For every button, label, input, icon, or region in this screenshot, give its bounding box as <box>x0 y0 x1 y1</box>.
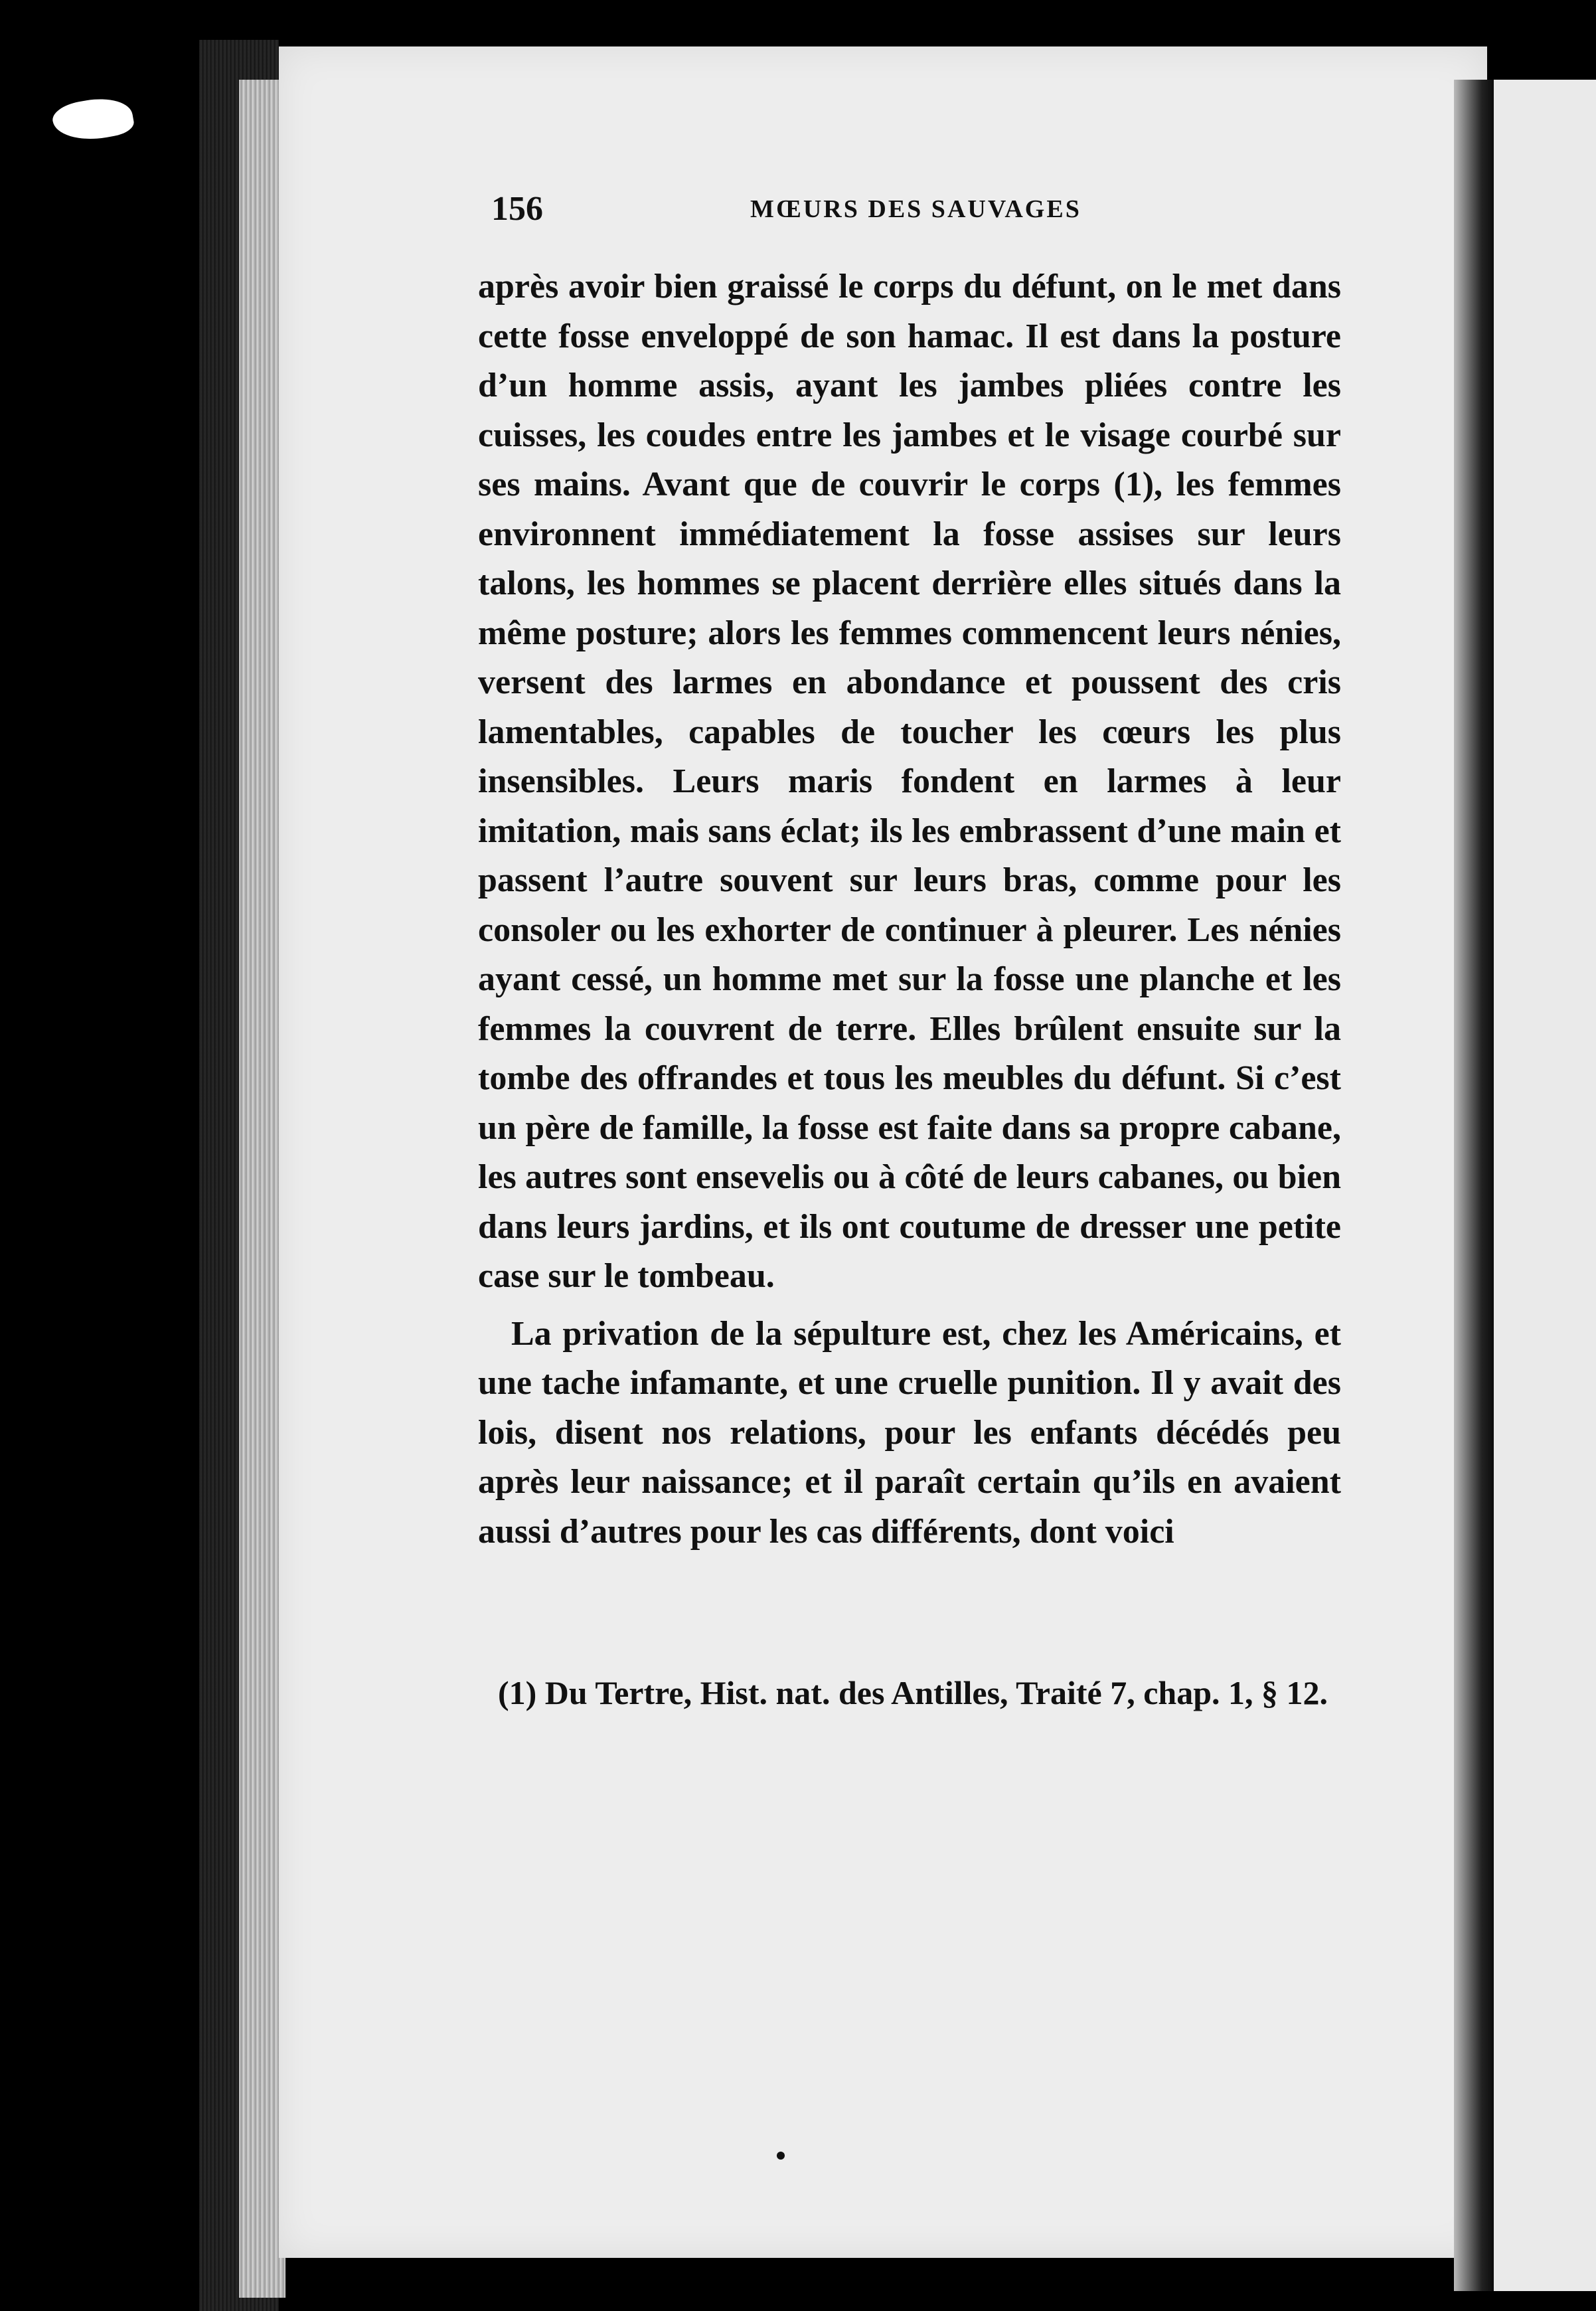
paragraph-2: La privation de la sépulture est, chez les Américains, et une tache infamante, et une cruelle punition. Il y avait des lois, disent nos relations, pour les enfants décédés peu après leur naissance; et il paraît certain qu’ils en avaient aussi d’autres pour les cas différents, dont voici <box>478 1314 1341 1551</box>
body-text <box>478 262 1341 1557</box>
page-header <box>491 189 1354 249</box>
paragraph-1: après avoir bien graissé le corps du défunt, on le met dans cette fosse enveloppé de son hamac. Il est dans la posture d’un homme assis, ayant les jambes pliées contre les cuisses, les coudes entre les jambes et le visage courbé sur ses mains. Avant que de couvrir le corps (1), les femmes environnent immédiatement la fosse assises sur leurs talons, les hommes se placent derrière elles situés dans la même posture; alors les femmes commencent leurs nénies, versent des larmes en abondance et poussent des cris lamentables, capables de toucher les cœurs les plus insensibles. Leurs maris fondent en larmes à leur imitation, mais sans éclat; ils les embrassent d’une main et passent l’autre souvent sur leurs bras, comme pour les consoler ou les exhorter de continuer à pleurer. Les nénies ayant cessé, un homme met sur la fosse une planche et les femmes la couvrent de terre. Elles brûlent ensuite sur la tombe des offrandes et tous les meubles du défunt. Si c’est un père de famille, la fosse est faite dans sa propre cabane, les autres sont ensevelis ou à côté de leurs cabanes, ou bien dans leurs jardins, et ils ont coutume de dresser une petite case sur le tombeau. <box>478 268 1341 1295</box>
footnote-text: (1) Du Tertre, Hist. nat. des Antilles, Traité 7, chap. 1, § 12. <box>498 1674 1328 1711</box>
ink-dot <box>777 2152 785 2160</box>
scan-artifact <box>50 93 136 146</box>
footnote <box>458 1667 1328 1719</box>
running-head: MŒURS DES SAUVAGES <box>750 195 1081 223</box>
page-number: 156 <box>491 190 543 228</box>
right-page-edge <box>1494 80 1596 2291</box>
